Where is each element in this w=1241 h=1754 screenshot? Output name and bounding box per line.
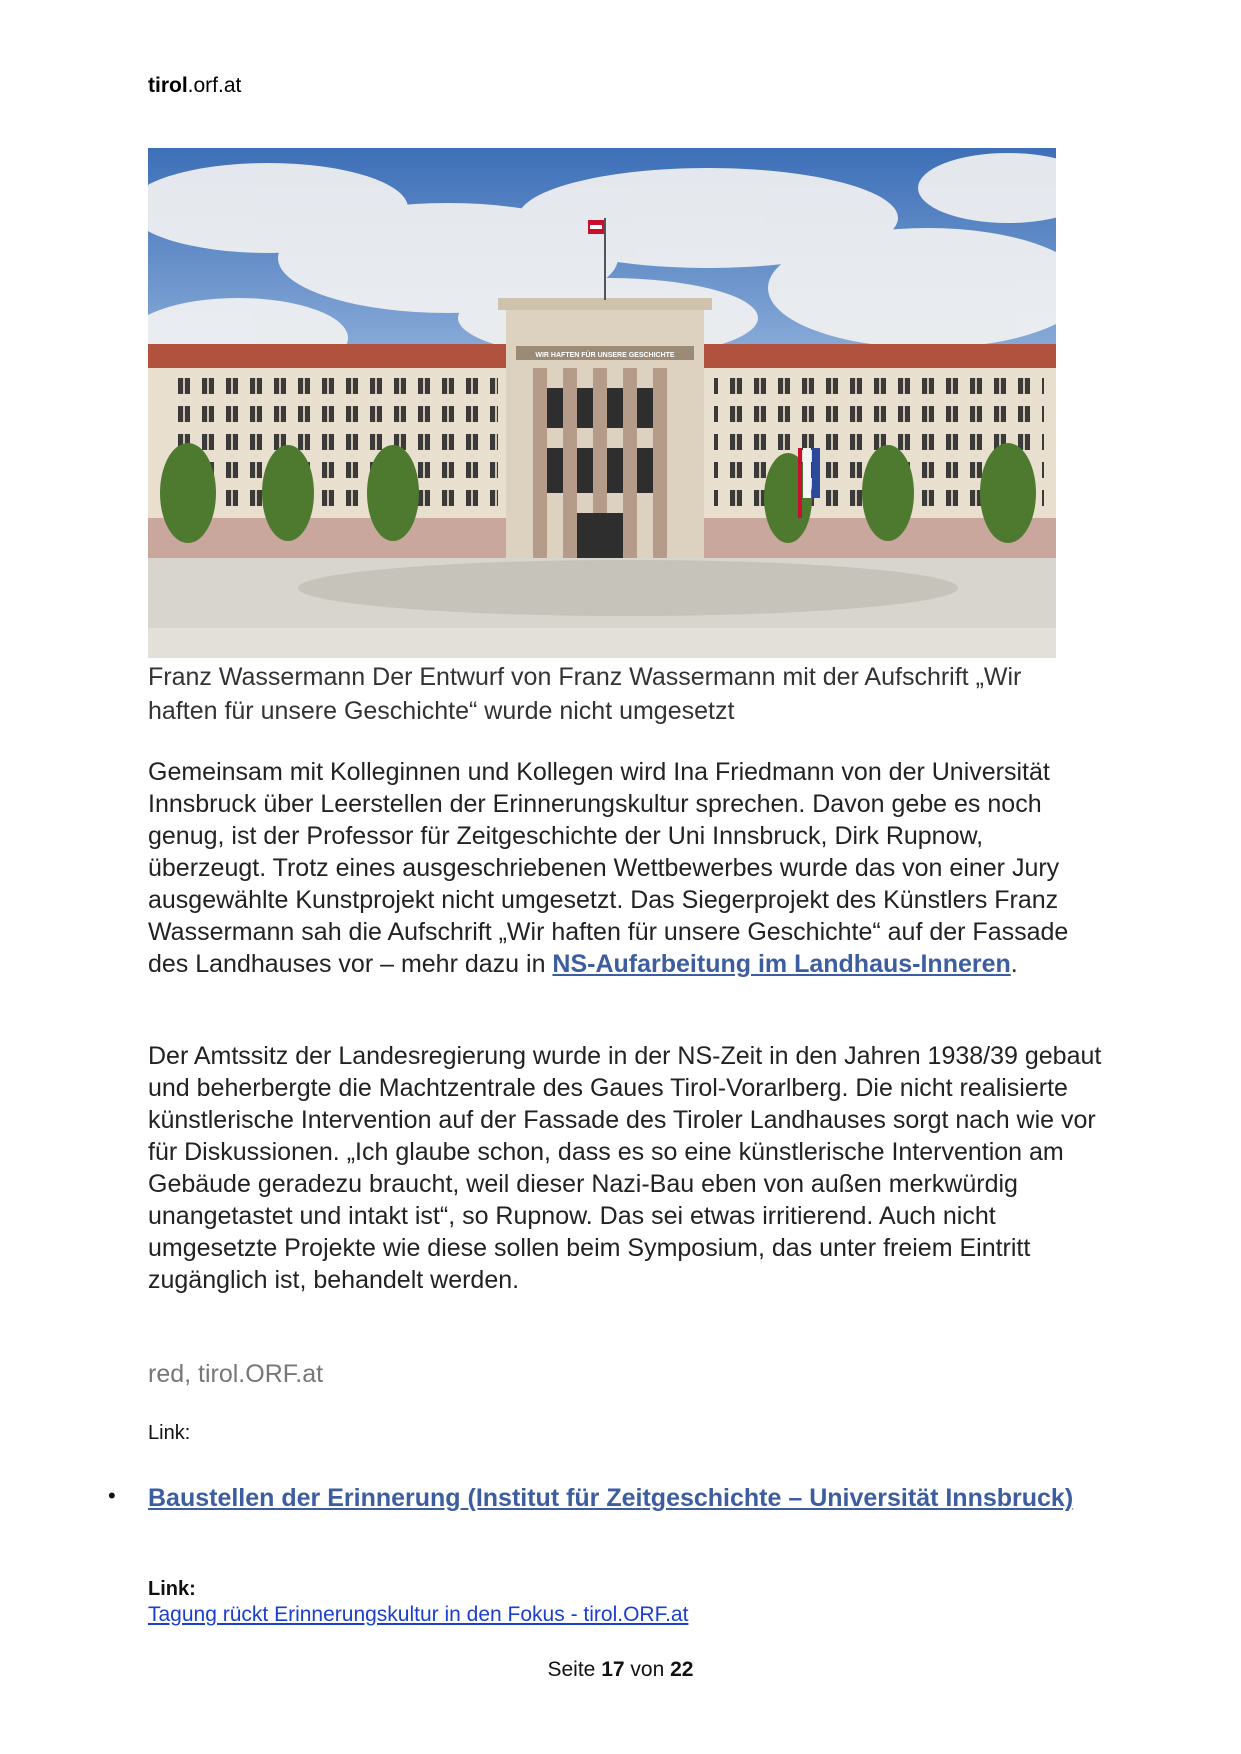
paragraph-1-end: . — [1010, 950, 1018, 978]
landhaus-photo-illustration — [148, 148, 1056, 658]
paragraph-1-text: Gemeinsam mit Kolleginnen und Kollegen wird Ina Friedmann von der Universität Innsbruck über Leerstellen der Erinnerungskultur sprechen. Davon gebe es noch genug, ist der Professor für Zeitgeschichte der Uni Innsbruck, Dirk Rupnow, überzeugt. Trotz eines ausgeschriebenen Wettbewerbes wurde das von einer Jury ausgewählte Kunstprojekt nicht umgesetzt. Das Siegerprojekt des Künstlers Franz Wassermann sah die Aufschrift „Wir haften für unsere Geschichte“ auf der Fassade des Landhauses vor – mehr dazu in — [148, 758, 1069, 978]
source-label: Link: — [148, 1578, 196, 1600]
footer-middle: von — [630, 1658, 665, 1681]
site-name-bold: tirol — [148, 74, 188, 97]
footer-prefix: Seite — [547, 1658, 596, 1681]
roof-right — [704, 344, 1056, 370]
article-paragraph-2: Der Amtssitz der Landesregierung wurde in der NS-Zeit in den Jahren 1938/39 gebaut und beherbergte die Machtzentrale des Gaues Tirol-Vorarlberg. Die nicht realisierte künstlerische Intervention auf der Fassade des Tiroler Landhauses sorgt nach wie vor für Diskussionen. „Ich glaube schon, dass es so eine künstlerische Intervention am Gebäude geradezu braucht, weil dieser Nazi-Bau eben von außen merkwürdig unangetastet und intakt ist“, so Rupnow. Das sei etwas irritierend. Auch nicht umgesetzte Projekte wie diese sollen beim Symposium, das unter freiem Eintritt zugänglich ist, behandelt werden. — [148, 1042, 1102, 1294]
page-footer — [0, 1658, 1241, 1682]
article-photo — [148, 148, 1056, 658]
footer-page-number: 17 — [601, 1658, 625, 1681]
article-paragraph-1 — [148, 756, 1108, 980]
baustellen-link[interactable]: Baustellen der Erinnerung (Institut für Zeitgeschichte – Universität Innsbruck) — [148, 1484, 1074, 1512]
roof-left — [148, 344, 506, 370]
bullet-icon: • — [108, 1483, 116, 1508]
site-name-rest: .orf.at — [187, 74, 242, 97]
facade-inscription: WIR HAFTEN FÜR UNSERE GESCHICHTE — [535, 352, 675, 359]
image-caption: Franz Wassermann Der Entwurf von Franz Wassermann mit der Aufschrift „Wir haften für unsere Geschichte“ wurde nicht umgesetzt — [148, 663, 1022, 725]
footer-page-total: 22 — [670, 1658, 694, 1681]
links-label: Link: — [148, 1422, 191, 1444]
site-header — [148, 74, 241, 98]
ns-aufarbeitung-link[interactable]: NS-Aufarbeitung im Landhaus-Inneren — [552, 950, 1011, 978]
author-credit: red, tirol.ORF.at — [148, 1360, 324, 1388]
source-link[interactable]: Tagung rückt Erinnerungskultur in den Fokus - tirol.ORF.at — [148, 1603, 689, 1626]
